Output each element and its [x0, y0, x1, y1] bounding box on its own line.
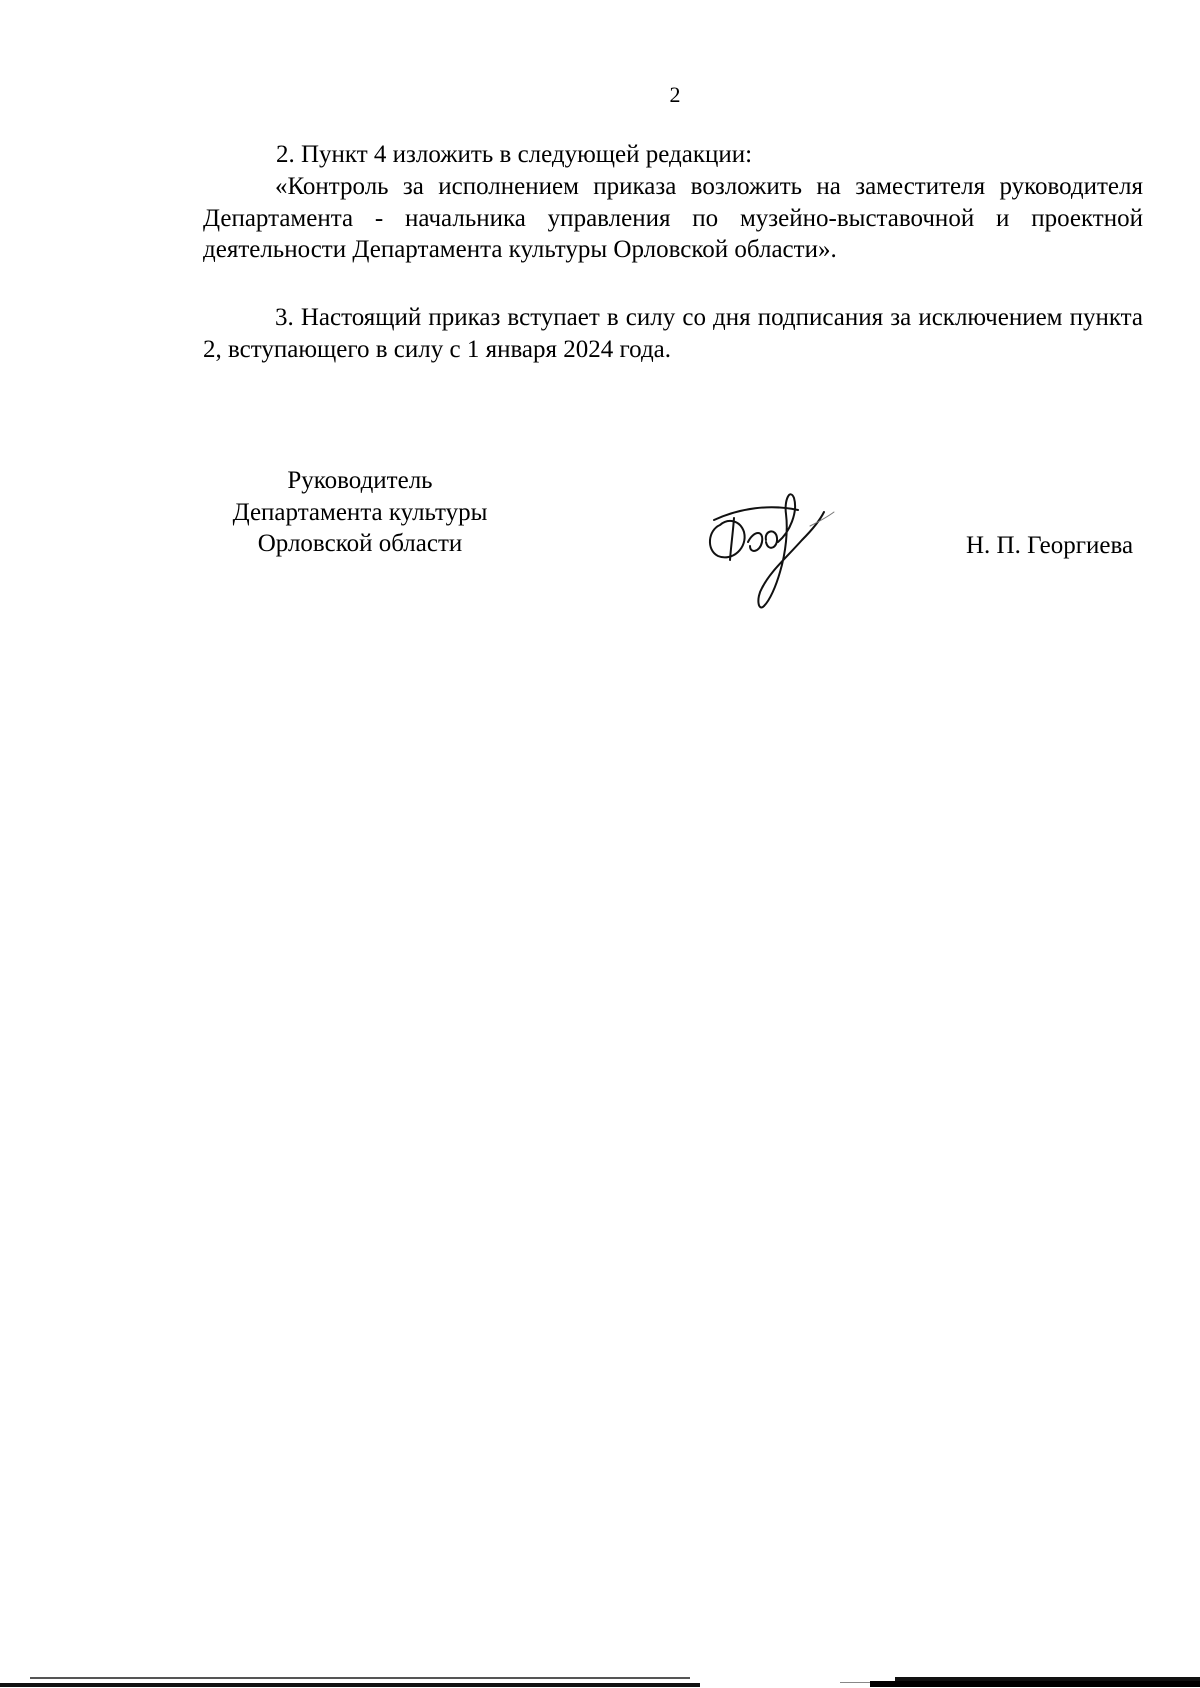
paragraph-item-2: 2. Пункт 4 изложить в следующей редакции: — [276, 141, 753, 168]
page-number: 2 — [669, 82, 681, 107]
signer-position — [205, 465, 515, 560]
signer-position-line-1: Руководитель — [287, 467, 433, 494]
signer-name: Н. П. Георгиева — [966, 532, 1134, 559]
signer-position-line-3: Орловской области — [257, 530, 463, 557]
paragraph-quoted-text: «Контроль за исполнением приказа возложить на заместителя руководителя Департамента - начальника управления по музейно-выставочной и проектной деятельности Департамента культуры Орловской области». — [203, 173, 1143, 263]
signer-position-line-2: Департамента культуры — [232, 498, 488, 526]
paragraph-item-3: 3. Настоящий приказ вступает в силу со дня подписания за исключением пункта 2, вступающего в силу с 1 января 2024 года. — [203, 304, 1143, 363]
scan-edge-artifact — [0, 1662, 1200, 1688]
handwritten-signature — [700, 490, 850, 615]
